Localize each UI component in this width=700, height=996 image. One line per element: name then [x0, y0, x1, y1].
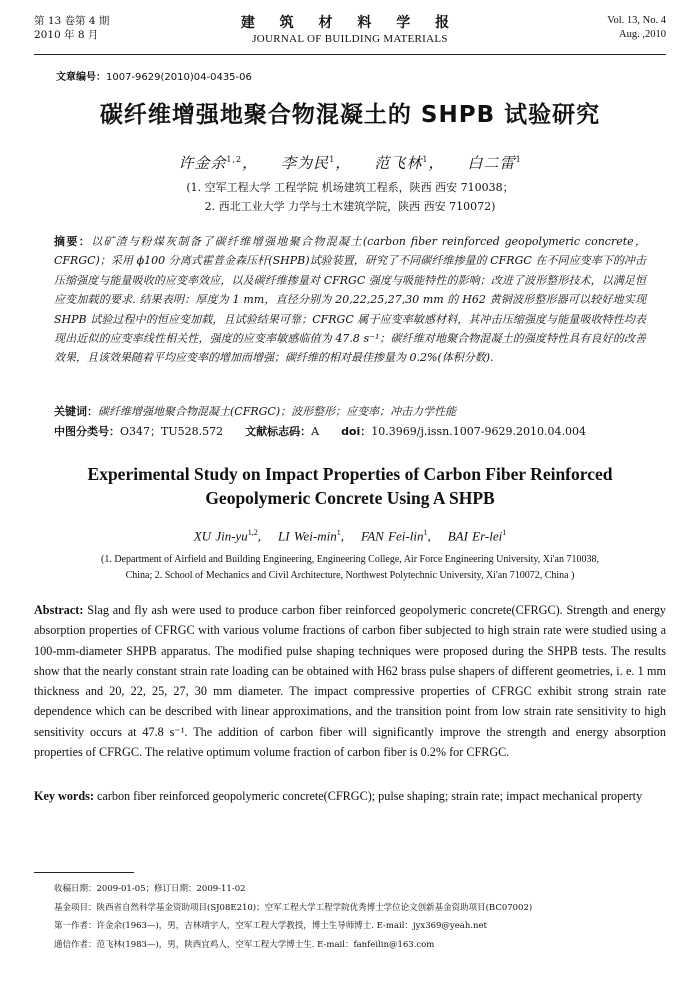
footnote-funding: 基金项目：陕西省自然科学基金资助项目(SJ08E210)；空军工程大学工程学院优秀博士学位论文创新基金资助项目(BC07002)	[54, 902, 533, 913]
author-cn: 范飞林	[374, 154, 423, 172]
abstract-en	[34, 600, 666, 762]
header-right	[607, 14, 666, 42]
journal-title-en: JOURNAL OF BUILDING MATERIALS	[252, 33, 448, 45]
abstract-cn-label: 摘要：	[54, 235, 92, 248]
footnote-first-author: 第一作者：许金余(1963—)，男，吉林靖宇人，空军工程大学教授，博士生导师博士. E-mail：jyx369@yeah.net	[54, 921, 487, 931]
footnote-received: 收稿日期：2009-01-05；修订日期：2009-11-02	[54, 884, 246, 894]
article-number-value: 1007-9629(2010)04-0435-06	[106, 72, 252, 83]
abstract-en-text: Slag and fly ash were used to produce carbon fiber reinforced geopolymeric concrete(CFRGC). Strength and energy absorption properties of CFRGC with various volume fractions of carbon fiber subjected to high strain rate were studied using a 100-mm-diameter SHPB apparatus. The modified pulse shaping techniques were proposed during the SHPB tests. The results show that the nearly constant strain rate loading can be obtained with H62 brass pulse shapers of different geometries, i. e. 1 mm thickness and 20, 22, 25, 27, 30 mm diameter. The impact compressive properties of CFRGC exhibit strong strain rate dependence which can be described with linear approximations, and the transition point from low strain rate sensitivity to high sensitivity occurs at 47.8 s⁻¹. The addition of carbon fiber will significantly improve the strength and energy absorption properties of CFRGC. The relative optimum volume fraction of carbon fiber is 0.2% for CFRGC.	[34, 603, 667, 760]
keywords-en	[34, 786, 666, 806]
title-cn: 碳纤维增强地聚合物混凝土的 SHPB 试验研究	[99, 102, 601, 128]
title-en-line: Experimental Study on Impact Properties of Carbon Fiber Reinforced	[87, 464, 613, 484]
footnote-divider	[34, 872, 134, 873]
article-number-label: 文章编号：	[56, 72, 106, 83]
abstract-cn	[54, 232, 646, 368]
author-en: FAN Fei-lin	[360, 528, 424, 544]
clc-label: 中图分类号：	[54, 425, 120, 438]
author-cn-affiliation: 1	[515, 155, 522, 164]
affiliations-en	[24, 552, 676, 584]
abstract-en-label: Abstract:	[34, 603, 84, 617]
date-cn: 2010 年 8 月	[34, 29, 99, 41]
clc-value: O347；TU528.572	[120, 425, 224, 438]
authors-cn: 许金余$^{1,2}$， 李为民$^1$， 范飞林$^1$， 白二雷$^1$	[178, 154, 522, 172]
affiliation-cn-line: 2. 西北工业大学 力学与土木建筑学院，陕西 西安 710072)	[204, 200, 496, 213]
authors-en: XU Jin-yu$^{1,2}$, LI Wei-$\min^1$, FAN Fei-lin$^1$, BAI Er-lei$^1$	[193, 528, 507, 544]
author-en: LI Wei-min	[278, 528, 337, 544]
affiliation-en-line: China; 2. School of Mechanics and Civil Architecture, Northwest Polytechnic University, Xi'an 710072, China )	[125, 570, 575, 581]
affiliation-en-line: (1. Department of Airfield and Building Engineering, Engineering College, Air Force Engineering University, Xi'an 710038,	[101, 554, 599, 565]
keywords-cn-text: 碳纤维增强地聚合物混凝土(CFRGC)；波形整形；应变率；冲击力学性能	[98, 405, 457, 418]
author-cn: 李为民	[281, 154, 330, 172]
author-en-affiliation: 1	[502, 528, 507, 537]
title-en	[40, 462, 660, 510]
keywords-en-label: Key words:	[34, 789, 94, 803]
author-cn-affiliation: 1	[422, 155, 429, 164]
doc-code-label: 文献标志码：	[245, 425, 312, 438]
author-en-affiliation: 1	[423, 528, 428, 537]
volume-cn: 第 13 卷第 4 期	[34, 15, 110, 27]
article-number	[56, 68, 252, 83]
journal-title-cn: 建 筑 材 料 学 报	[240, 15, 460, 31]
abstract-cn-text: 以矿渣与粉煤灰制备了碳纤维增强地聚合物混凝土(carbon fiber reinforced geopolymeric concrete，CFRGC)；采用 ϕ100 分离式霍普金森压杆(SHPB)试验装置，研究了不同碳纤维掺量的 CFRGC 在不同应变率下的冲击压缩强度与能量吸收的应变率效应，以及碳纤维掺量对 CFRGC 强度与吸能特性的影响；改进了波形整形技术，以满足恒应变加载的要求. 结果表明：厚度为 1 mm，直径分别为 20,22,25,27,30 mm 的 H62 黄铜波形整形器可以较好地实现 SHPB 试验过程中的恒应变加载，且试验结果可靠；CFRGC 属于应变率敏感材料，其冲击压缩强度与能量吸收特性均表现出近似的应变率线性相关性，强度的应变率敏感临值为 47.8 s⁻¹；碳纤维对地聚合物混凝土的强度特性具有良好的改善效果，且该效果随着平均应变率的增加而增强；碳纤维的相对最佳掺量为 0.2%(体积分数).	[54, 235, 647, 365]
author-cn: 白二雷	[467, 154, 516, 172]
running-header	[34, 14, 666, 55]
author-cn: 许金余	[178, 154, 227, 172]
keywords-cn-label: 关键词：	[54, 405, 98, 418]
author-en-affiliation: 1	[336, 528, 341, 537]
keywords-cn	[54, 402, 646, 421]
doc-code-value: A	[311, 425, 320, 438]
header-center	[34, 14, 666, 46]
doi-label: doi：	[341, 425, 372, 438]
affiliations-cn	[0, 178, 700, 216]
author-en: XU Jin-yu	[193, 528, 248, 544]
keywords-en-text: carbon fiber reinforced geopolymeric concrete(CFRGC); pulse shaping; strain rate; impact mechanical property	[96, 789, 643, 803]
footnote-corresponding-author: 通信作者：范飞林(1983—)，男，陕西宜鸡人，空军工程大学博士生. E-mail：fanfeilin@163.com	[54, 939, 435, 950]
title-en-line: Geopolymeric Concrete Using A SHPB	[205, 488, 495, 508]
author-cn-affiliation: 1,2	[226, 155, 243, 164]
volume-en: Vol. 13, No. 4	[607, 15, 666, 26]
affiliation-cn-line: (1. 空军工程大学 工程学院 机场建筑工程系，陕西 西安 710038；	[186, 181, 514, 194]
date-en: Aug. ,2010	[619, 29, 666, 40]
footnotes	[54, 880, 666, 954]
classification-line	[54, 422, 646, 441]
author-en-affiliation: 1,2	[247, 528, 258, 537]
author-cn-affiliation: 1	[329, 155, 336, 164]
doi-value: 10.3969/j.issn.1007-9629.2010.04.004	[371, 425, 586, 438]
author-en: BAI Er-lei	[447, 528, 503, 544]
